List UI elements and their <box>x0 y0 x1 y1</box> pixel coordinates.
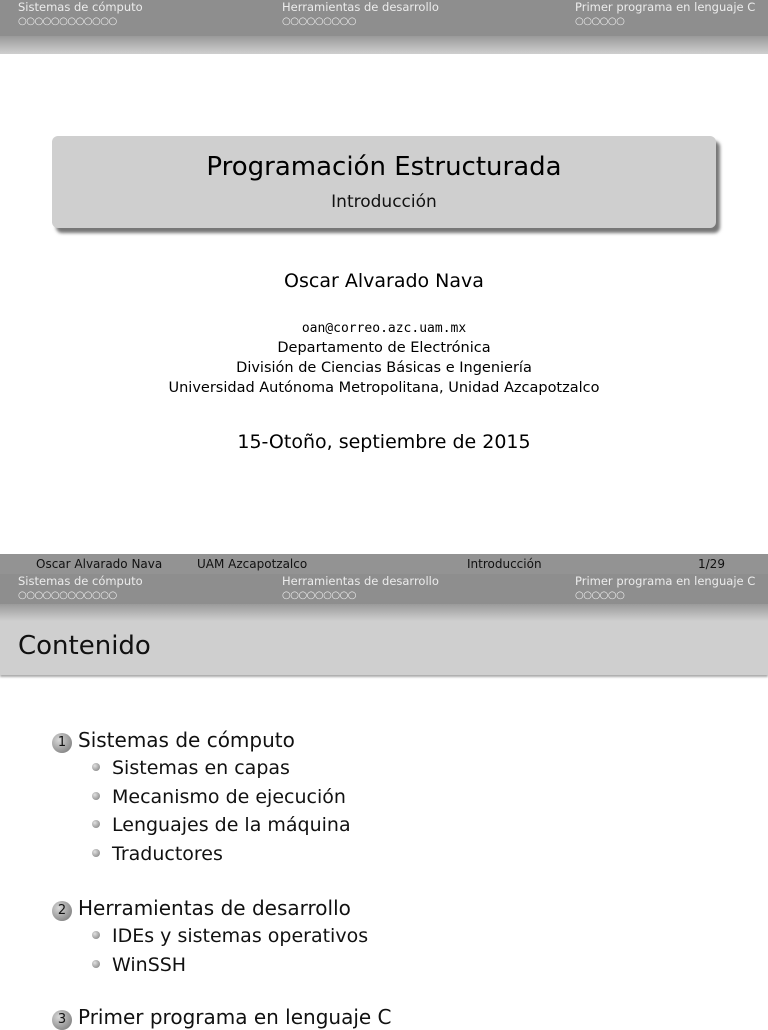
toc-subsection-label: Mecanismo de ejecución <box>112 786 346 808</box>
toc-subsection-label: Lenguajes de la máquina <box>112 814 351 836</box>
toc-section-1[interactable] <box>52 728 295 753</box>
frame-title-bar <box>0 621 768 675</box>
footer-author: Oscar Alvarado Nava <box>36 557 163 571</box>
title-box <box>52 136 716 228</box>
slide2-nav-bar <box>0 574 768 621</box>
affiliation-division: División de Ciencias Básicas e Ingeniería <box>236 360 532 376</box>
nav-strip <box>0 36 768 54</box>
bullet-icon <box>92 931 100 939</box>
nav-dots-herramientas[interactable]: ○○○○○○○○○ <box>282 16 357 27</box>
toc-subsection-label: IDEs y sistemas operativos <box>112 925 369 947</box>
nav-dots-sistemas[interactable]: ○○○○○○○○○○○○ <box>18 16 117 27</box>
nav-section-herramientas[interactable]: Herramientas de desarrollo <box>282 0 439 14</box>
slide1-nav-bar <box>0 0 768 54</box>
nav-section-herramientas[interactable]: Herramientas de desarrollo <box>282 574 439 588</box>
nav-dots-primer-programa[interactable]: ○○○○○○ <box>575 590 625 601</box>
nav-section-sistemas[interactable]: Sistemas de cómputo <box>18 574 143 588</box>
nav-section-primer-programa[interactable]: Primer programa en lenguaje C <box>575 574 756 588</box>
section-number-badge: 1 <box>52 733 72 753</box>
footer-institution: UAM Azcapotzalco <box>197 557 308 571</box>
presentation-subtitle: Introducción <box>331 192 437 212</box>
toc-section-label: Sistemas de cómputo <box>78 728 295 752</box>
toc-subsection-label: Sistemas en capas <box>112 757 290 779</box>
toc-subsection-label: Traductores <box>112 843 223 865</box>
nav-strip <box>0 604 768 621</box>
bullet-icon <box>92 763 100 771</box>
author-name: Oscar Alvarado Nava <box>284 270 484 292</box>
nav-dots-herramientas[interactable]: ○○○○○○○○○ <box>282 590 357 601</box>
frame-title: Contenido <box>18 631 151 661</box>
nav-dots-primer-programa[interactable]: ○○○○○○ <box>575 16 625 27</box>
author-email: oan@correo.azc.uam.mx <box>301 321 467 336</box>
toc-subsection[interactable] <box>92 786 346 808</box>
toc-section-label: Primer programa en lenguaje C <box>78 1005 392 1029</box>
section-number-badge: 2 <box>52 901 72 921</box>
presentation-title: Programación Estructurada <box>206 152 562 182</box>
toc-section-label: Herramientas de desarrollo <box>78 896 351 920</box>
bullet-icon <box>92 820 100 828</box>
toc-subsection[interactable] <box>92 925 368 947</box>
section-number-badge: 3 <box>52 1010 72 1030</box>
toc-section-3[interactable] <box>52 1005 392 1030</box>
footer-page-number: 1/29 <box>698 557 725 571</box>
bullet-icon <box>92 792 100 800</box>
nav-section-sistemas[interactable]: Sistemas de cómputo <box>18 0 143 14</box>
toc-section-2[interactable] <box>52 896 351 921</box>
slide1-footer <box>0 554 768 574</box>
nav-dots-sistemas[interactable]: ○○○○○○○○○○○○ <box>18 590 117 601</box>
presentation-date: 15-Otoño, septiembre de 2015 <box>237 431 531 453</box>
toc-subsection[interactable] <box>92 757 290 779</box>
toc-subsection[interactable] <box>92 843 223 865</box>
toc-subsection[interactable] <box>92 814 351 836</box>
toc-subsection-label: WinSSH <box>112 954 187 976</box>
affiliation-university: Universidad Autónoma Metropolitana, Unidad Azcapotzalco <box>168 380 600 396</box>
bullet-icon <box>92 960 100 968</box>
nav-section-primer-programa[interactable]: Primer programa en lenguaje C <box>575 0 756 14</box>
bullet-icon <box>92 849 100 857</box>
affiliation-department: Departamento de Electrónica <box>277 340 491 356</box>
footer-short-title: Introducción <box>467 557 542 571</box>
toc-subsection[interactable] <box>92 954 186 976</box>
